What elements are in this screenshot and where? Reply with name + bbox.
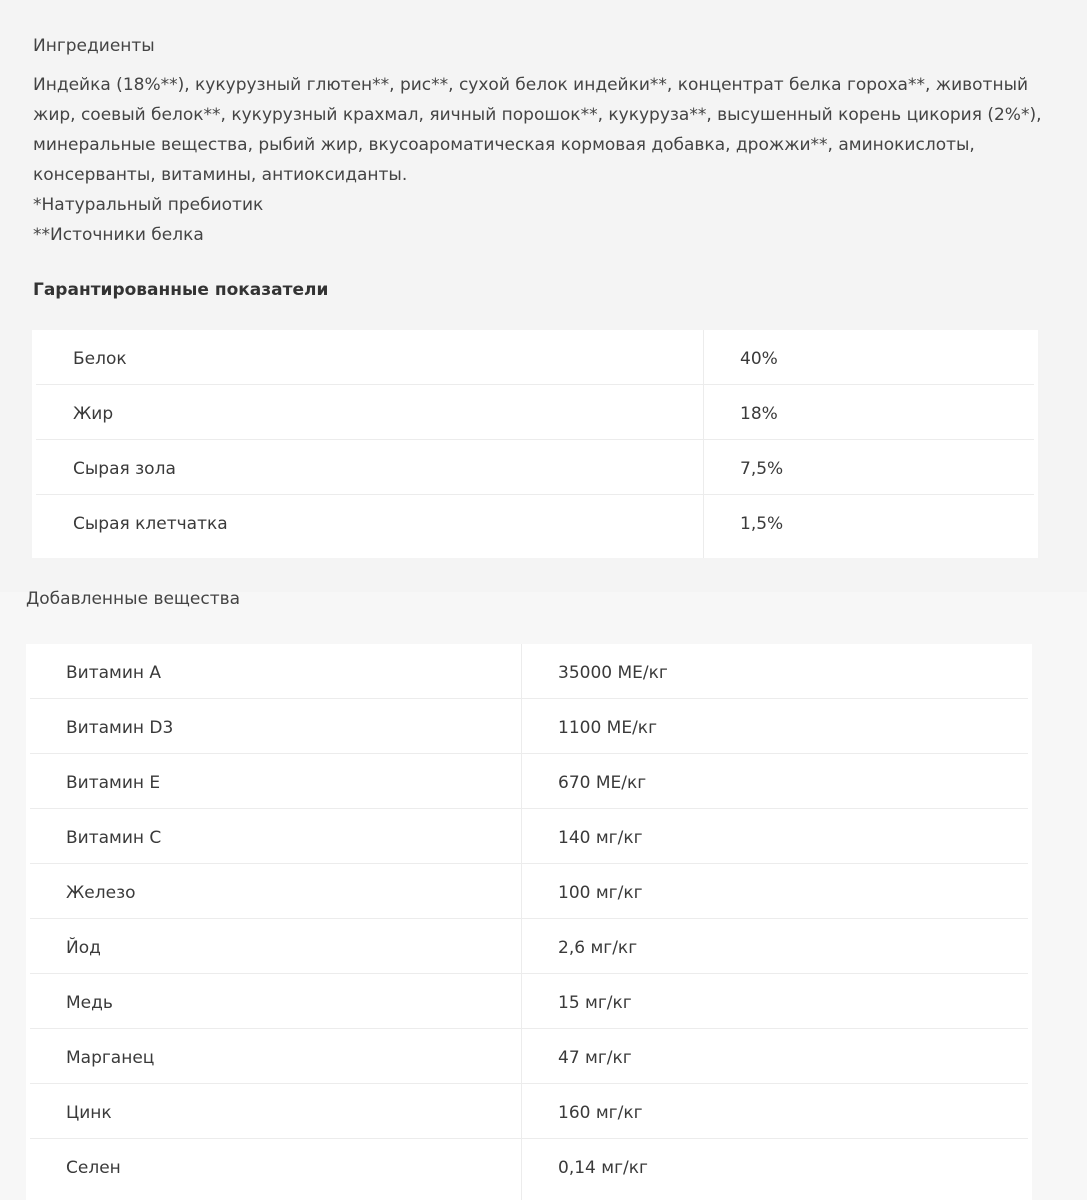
row-value: 670 МЕ/кг: [558, 773, 647, 793]
row-value: 0,14 мг/кг: [558, 1158, 648, 1178]
row-value: 47 мг/кг: [558, 1048, 632, 1068]
row-value: 140 мг/кг: [558, 828, 643, 848]
row-value: 18%: [740, 404, 778, 424]
row-name: Йод: [66, 938, 101, 958]
table-row: [36, 330, 1034, 385]
row-name: Железо: [66, 883, 136, 903]
row-value: 2,6 мг/кг: [558, 938, 638, 958]
table-row: [30, 974, 1028, 1029]
ingredients-text: [33, 70, 1063, 250]
row-name: Витамин А: [66, 663, 162, 683]
row-value: 100 мг/кг: [558, 883, 643, 903]
table-row: [30, 699, 1028, 754]
table-row: [30, 1139, 1028, 1194]
ingredients-line: Индейка (18%**), кукурузный глютен**, рис**, сухой белок индейки**, концентрат белка гороха**, животный: [33, 75, 1029, 95]
table-row: [30, 644, 1028, 699]
row-value: 35000 МЕ/кг: [558, 663, 668, 683]
table-row: [30, 919, 1028, 974]
row-value: 40%: [740, 349, 778, 369]
row-value: 15 мг/кг: [558, 993, 632, 1013]
guaranteed-table: [32, 330, 1038, 558]
table-row: [30, 754, 1028, 809]
row-name: Цинк: [66, 1103, 112, 1123]
row-value: 1,5%: [740, 514, 784, 534]
table-row: [30, 1029, 1028, 1084]
row-name: Сырая зола: [73, 459, 176, 479]
row-name: Витамин D3: [66, 718, 174, 738]
ingredients-heading: Ингредиенты: [33, 36, 155, 56]
table-row: [36, 495, 1034, 550]
row-value: 1100 МЕ/кг: [558, 718, 658, 738]
row-name: Витамин С: [66, 828, 162, 848]
table-row: [30, 864, 1028, 919]
row-name: Селен: [66, 1158, 121, 1178]
guaranteed-heading: Гарантированные показатели: [33, 280, 329, 300]
row-name: Белок: [73, 349, 127, 369]
row-value: 7,5%: [740, 459, 784, 479]
ingredients-line: жир, соевый белок**, кукурузный крахмал, яичный порошок**, кукуруза**, высушенный корень цикория (2%*),: [33, 105, 1042, 125]
table-row: [30, 1084, 1028, 1139]
ingredients-footnote: **Источники белка: [33, 225, 204, 245]
row-name: Жир: [73, 404, 114, 424]
added-heading: Добавленные вещества: [26, 589, 241, 609]
row-value: 160 мг/кг: [558, 1103, 643, 1123]
row-name: Витамин Е: [66, 773, 161, 793]
ingredients-line: минеральные вещества, рыбий жир, вкусоароматическая кормовая добавка, дрожжи**, аминокислоты,: [33, 135, 975, 155]
ingredients-footnote: *Натуральный пребиотик: [33, 195, 264, 215]
table-row: [36, 440, 1034, 495]
row-name: Медь: [66, 993, 113, 1013]
added-table: [26, 644, 1032, 1200]
ingredients-line: консерванты, витамины, антиоксиданты.: [33, 165, 408, 185]
table-row: [30, 809, 1028, 864]
row-name: Сырая клетчатка: [73, 514, 228, 534]
table-row: [36, 385, 1034, 440]
row-name: Марганец: [66, 1048, 155, 1068]
